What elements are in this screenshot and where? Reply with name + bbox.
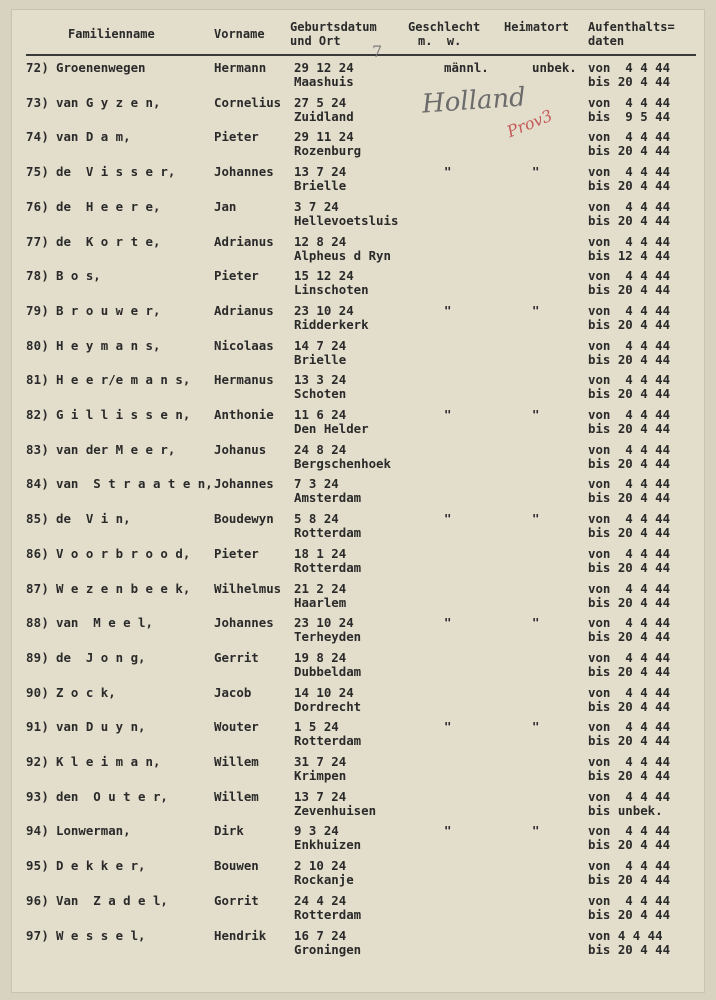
cell-family-name: 72) bbox=[26, 60, 49, 75]
table-row bbox=[12, 266, 704, 301]
cell-family-name: 88) bbox=[26, 615, 49, 631]
cell-first-name: Johannes bbox=[214, 615, 274, 631]
cell-family-name: 94) bbox=[26, 823, 49, 839]
cell-birth-date: 9 3 24 bbox=[294, 823, 339, 839]
cell-birth-date: 16 7 24 bbox=[294, 927, 347, 943]
cell-birth-place: Enkhuizen bbox=[294, 837, 362, 853]
cell-first-name: Adrianus bbox=[214, 233, 274, 249]
cell-stay-to: bis 20 4 44 bbox=[588, 906, 671, 922]
cell-family-name-text: van D a m, bbox=[56, 129, 131, 145]
cell-birth-place: Zuidland bbox=[294, 108, 354, 124]
cell-home: " bbox=[532, 823, 540, 839]
cell-first-name: Bouwen bbox=[214, 858, 259, 874]
cell-birth-date: 31 7 24 bbox=[294, 754, 347, 769]
cell-birth-date: 24 8 24 bbox=[294, 441, 347, 457]
cell-stay-from: von 4 4 44 bbox=[588, 615, 671, 631]
cell-stay-to: bis 20 4 44 bbox=[588, 178, 671, 194]
cell-sex: " bbox=[444, 302, 452, 318]
cell-stay-from: von 4 4 44 bbox=[588, 927, 663, 943]
cell-first-name: Boudewyn bbox=[214, 511, 274, 527]
cell-stay-from: von 4 4 44 bbox=[588, 476, 671, 492]
cell-stay-to: bis 20 4 44 bbox=[588, 386, 671, 402]
table-row bbox=[12, 787, 704, 822]
cell-family-name-text: W e z e n b e e k, bbox=[56, 580, 191, 596]
cell-birth-date: 13 7 24 bbox=[294, 788, 347, 804]
cell-birth-date: 29 11 24 bbox=[294, 129, 354, 145]
cell-home: " bbox=[532, 719, 540, 735]
cell-first-name: Johannes bbox=[214, 476, 274, 492]
cell-family-name-text: Lonwerman, bbox=[56, 823, 131, 839]
cell-family-name-text: van M e e l, bbox=[56, 615, 153, 631]
table-row bbox=[12, 58, 704, 93]
cell-stay-from: von 4 4 44 bbox=[588, 198, 671, 214]
cell-family-name: 84) bbox=[26, 476, 49, 492]
header-birth-line2: und Ort bbox=[290, 34, 341, 48]
cell-first-name: Adrianus bbox=[214, 302, 274, 318]
cell-family-name: 81) bbox=[26, 372, 49, 388]
cell-stay-from: von 4 4 44 bbox=[588, 754, 671, 769]
cell-family-name: 91) bbox=[26, 719, 49, 735]
cell-stay-from: von 4 4 44 bbox=[588, 823, 671, 839]
cell-birth-place: Rotterdam bbox=[294, 559, 362, 575]
header-first-name: Vorname bbox=[214, 27, 265, 41]
cell-family-name: 93) bbox=[26, 788, 49, 804]
cell-family-name-text: Z o c k, bbox=[56, 684, 116, 700]
cell-family-name: 82) bbox=[26, 407, 49, 422]
cell-birth-place: Rotterdam bbox=[294, 906, 362, 922]
cell-first-name: Willem bbox=[214, 754, 259, 769]
cell-birth-place: Rotterdam bbox=[294, 525, 362, 541]
cell-family-name-text: den O u t e r, bbox=[56, 788, 168, 804]
cell-family-name: 76) bbox=[26, 198, 49, 214]
cell-stay-to: bis 12 4 44 bbox=[588, 247, 671, 263]
header-sex-line2: m. w. bbox=[418, 34, 462, 48]
table-row bbox=[12, 370, 704, 405]
cell-first-name: Dirk bbox=[214, 823, 244, 839]
cell-birth-place: Brielle bbox=[294, 351, 347, 367]
table-row bbox=[12, 232, 704, 267]
cell-stay-to: bis 20 4 44 bbox=[588, 768, 671, 783]
red-annotation: Prov3 bbox=[504, 105, 556, 142]
cell-family-name-text: de K o r t e, bbox=[56, 233, 161, 249]
cell-stay-from: von 4 4 44 bbox=[588, 684, 671, 700]
cell-birth-place: Schoten bbox=[294, 386, 347, 402]
cell-family-name-text: K l e i m a n, bbox=[56, 754, 161, 769]
cell-first-name: Gorrit bbox=[214, 892, 259, 908]
cell-birth-date: 15 12 24 bbox=[294, 268, 354, 284]
cell-stay-to: bis 20 4 44 bbox=[588, 872, 671, 888]
cell-stay-from: von 4 4 44 bbox=[588, 649, 671, 665]
cell-stay-from: von 4 4 44 bbox=[588, 892, 671, 908]
cell-family-name-text: de H e e r e, bbox=[56, 198, 161, 214]
cell-stay-from: von 4 4 44 bbox=[588, 164, 671, 180]
cell-stay-from: von 4 4 44 bbox=[588, 788, 671, 804]
cell-first-name: Anthonie bbox=[214, 407, 274, 422]
cell-birth-place: Maashuis bbox=[294, 74, 354, 89]
cell-sex: " bbox=[444, 823, 452, 839]
cell-first-name: Hermann bbox=[214, 60, 267, 75]
cell-birth-place: Brielle bbox=[294, 178, 347, 194]
cell-family-name-text: B r o u w e r, bbox=[56, 302, 161, 318]
cell-stay-to: bis 20 4 44 bbox=[588, 733, 671, 749]
cell-family-name: 75) bbox=[26, 164, 49, 180]
cell-stay-from: von 4 4 44 bbox=[588, 268, 671, 284]
cell-home: " bbox=[532, 615, 540, 631]
cell-birth-date: 13 7 24 bbox=[294, 164, 347, 180]
cell-sex: " bbox=[444, 719, 452, 735]
cell-family-name-text: D e k k e r, bbox=[56, 858, 146, 874]
cell-home: " bbox=[532, 511, 540, 527]
cell-stay-from: von 4 4 44 bbox=[588, 580, 671, 596]
cell-home: " bbox=[532, 164, 540, 180]
cell-first-name: Jacob bbox=[214, 684, 252, 700]
table-row bbox=[12, 579, 704, 614]
cell-first-name: Jan bbox=[214, 198, 237, 214]
cell-family-name: 89) bbox=[26, 649, 49, 665]
table-row bbox=[12, 197, 704, 232]
cell-first-name: Pieter bbox=[214, 129, 259, 145]
table-row bbox=[12, 891, 704, 926]
cell-stay-to: bis 20 4 44 bbox=[588, 212, 671, 228]
table-row bbox=[12, 405, 704, 440]
cell-family-name-text: Van Z a d e l, bbox=[56, 892, 168, 908]
cell-stay-to: bis 20 4 44 bbox=[588, 559, 671, 575]
cell-birth-date: 14 10 24 bbox=[294, 684, 354, 700]
cell-family-name: 83) bbox=[26, 441, 49, 457]
pencil-mark-top: 7 bbox=[372, 42, 383, 61]
table-row bbox=[12, 821, 704, 856]
cell-stay-from: von 4 4 44 bbox=[588, 441, 671, 457]
table-row bbox=[12, 93, 704, 128]
cell-birth-date: 5 8 24 bbox=[294, 511, 339, 527]
table-row bbox=[12, 127, 704, 162]
cell-birth-place: Linschoten bbox=[294, 282, 369, 298]
cell-family-name: 95) bbox=[26, 858, 49, 874]
cell-stay-to: bis 20 4 44 bbox=[588, 455, 671, 471]
table-row bbox=[12, 509, 704, 544]
cell-family-name-text: V o o r b r o o d, bbox=[56, 545, 191, 561]
cell-family-name: 96) bbox=[26, 892, 49, 908]
cell-family-name: 85) bbox=[26, 511, 49, 527]
header-stay-line1: Aufenthalts= bbox=[588, 20, 675, 34]
cell-birth-date: 11 6 24 bbox=[294, 407, 347, 422]
cell-stay-to: bis 20 4 44 bbox=[588, 941, 671, 957]
cell-family-name-text: G i l l i s s e n, bbox=[56, 407, 191, 422]
cell-birth-date: 1 5 24 bbox=[294, 719, 339, 735]
cell-home: " bbox=[532, 407, 540, 422]
cell-birth-date: 3 7 24 bbox=[294, 198, 339, 214]
cell-first-name: Hendrik bbox=[214, 927, 267, 943]
header-sex-line1: Geschlecht bbox=[408, 20, 481, 34]
cell-stay-from: von 4 4 44 bbox=[588, 545, 671, 561]
cell-birth-date: 21 2 24 bbox=[294, 580, 347, 596]
cell-stay-to: bis 20 4 44 bbox=[588, 594, 671, 610]
cell-birth-date: 29 12 24 bbox=[294, 60, 354, 75]
cell-stay-to: bis 20 4 44 bbox=[588, 316, 671, 332]
cell-first-name: Cornelius bbox=[214, 94, 282, 110]
cell-sex: männl. bbox=[444, 60, 489, 75]
cell-birth-place: Dubbeldam bbox=[294, 663, 362, 679]
cell-birth-place: Zevenhuisen bbox=[294, 802, 377, 818]
cell-family-name: 97) bbox=[26, 927, 49, 943]
table-row bbox=[12, 717, 704, 752]
table-row bbox=[12, 440, 704, 475]
cell-stay-to: bis 20 4 44 bbox=[588, 837, 671, 853]
cell-birth-place: Ridderkerk bbox=[294, 316, 369, 332]
cell-stay-to: bis 20 4 44 bbox=[588, 525, 671, 541]
cell-stay-from: von 4 4 44 bbox=[588, 511, 671, 527]
cell-first-name: Willem bbox=[214, 788, 259, 804]
cell-first-name: Nicolaas bbox=[214, 337, 274, 353]
table-row bbox=[12, 683, 704, 718]
cell-family-name: 86) bbox=[26, 545, 49, 561]
cell-first-name: Johannes bbox=[214, 164, 274, 180]
cell-stay-from: von 4 4 44 bbox=[588, 858, 671, 874]
cell-birth-place: Amsterdam bbox=[294, 490, 362, 506]
cell-family-name-text: van der M e e r, bbox=[56, 441, 176, 457]
cell-birth-place: Alpheus d Ryn bbox=[294, 247, 391, 263]
cell-first-name: Gerrit bbox=[214, 649, 259, 665]
table-row bbox=[12, 752, 704, 787]
cell-family-name: 90) bbox=[26, 684, 49, 700]
cell-birth-date: 12 8 24 bbox=[294, 233, 347, 249]
pencil-annotation-holland: Holland bbox=[421, 82, 527, 120]
cell-family-name: 79) bbox=[26, 302, 49, 318]
cell-family-name-text: H e y m a n s, bbox=[56, 337, 161, 353]
cell-birth-place: Bergschenhoek bbox=[294, 455, 391, 471]
table-row bbox=[12, 162, 704, 197]
cell-stay-to: bis 20 4 44 bbox=[588, 282, 671, 298]
cell-stay-to: bis 20 4 44 bbox=[588, 629, 671, 645]
cell-birth-place: Rockanje bbox=[294, 872, 354, 888]
cell-family-name: 73) bbox=[26, 94, 49, 110]
cell-birth-date: 18 1 24 bbox=[294, 545, 347, 561]
cell-family-name: 74) bbox=[26, 129, 49, 145]
table-row bbox=[12, 336, 704, 371]
cell-sex: " bbox=[444, 407, 452, 422]
table-row bbox=[12, 301, 704, 336]
cell-home: unbek. bbox=[532, 60, 577, 75]
table-row bbox=[12, 544, 704, 579]
cell-stay-from: von 4 4 44 bbox=[588, 407, 671, 422]
table-row bbox=[12, 856, 704, 891]
cell-birth-place: Rotterdam bbox=[294, 733, 362, 749]
header-family-name: Familienname bbox=[68, 27, 155, 41]
cell-birth-place: Groningen bbox=[294, 941, 362, 957]
cell-birth-date: 14 7 24 bbox=[294, 337, 347, 353]
cell-birth-date: 19 8 24 bbox=[294, 649, 347, 665]
cell-home: " bbox=[532, 302, 540, 318]
cell-family-name: 92) bbox=[26, 754, 49, 769]
cell-stay-to: bis 9 5 44 bbox=[588, 108, 671, 124]
cell-birth-place: Krimpen bbox=[294, 768, 347, 783]
cell-birth-place: Haarlem bbox=[294, 594, 347, 610]
cell-sex: " bbox=[444, 511, 452, 527]
cell-family-name-text: de J o n g, bbox=[56, 649, 146, 665]
cell-family-name: 80) bbox=[26, 337, 49, 353]
cell-birth-date: 24 4 24 bbox=[294, 892, 347, 908]
cell-family-name: 77) bbox=[26, 233, 49, 249]
cell-sex: " bbox=[444, 615, 452, 631]
cell-birth-date: 27 5 24 bbox=[294, 94, 347, 110]
cell-stay-to: bis 20 4 44 bbox=[588, 143, 671, 159]
cell-family-name: 78) bbox=[26, 268, 49, 284]
cell-family-name-text: Groenenwegen bbox=[56, 60, 146, 75]
cell-birth-place: Den Helder bbox=[294, 421, 369, 436]
cell-family-name-text: van G y z e n, bbox=[56, 94, 161, 110]
cell-stay-from: von 4 4 44 bbox=[588, 372, 671, 388]
cell-first-name: Johanus bbox=[214, 441, 267, 457]
cell-first-name: Hermanus bbox=[214, 372, 274, 388]
cell-birth-date: 13 3 24 bbox=[294, 372, 347, 388]
table-row bbox=[12, 926, 704, 961]
header-divider bbox=[26, 54, 696, 56]
cell-first-name: Wouter bbox=[214, 719, 259, 735]
cell-birth-place: Rozenburg bbox=[294, 143, 362, 159]
cell-stay-from: von 4 4 44 bbox=[588, 94, 671, 110]
cell-birth-date: 23 10 24 bbox=[294, 302, 354, 318]
cell-birth-place: Terheyden bbox=[294, 629, 362, 645]
cell-stay-to: bis 20 4 44 bbox=[588, 663, 671, 679]
table-row bbox=[12, 613, 704, 648]
cell-first-name: Wilhelmus bbox=[214, 580, 282, 596]
cell-stay-to: bis 20 4 44 bbox=[588, 490, 671, 506]
cell-birth-place: Hellevoetsluis bbox=[294, 212, 399, 228]
cell-stay-from: von 4 4 44 bbox=[588, 129, 671, 145]
cell-family-name-text: de V i n, bbox=[56, 511, 131, 527]
header-stay-line2: daten bbox=[588, 34, 625, 48]
cell-stay-from: von 4 4 44 bbox=[588, 302, 671, 318]
cell-family-name-text: de V i s s e r, bbox=[56, 164, 176, 180]
cell-birth-date: 23 10 24 bbox=[294, 615, 354, 631]
cell-stay-from: von 4 4 44 bbox=[588, 719, 671, 735]
cell-family-name: 87) bbox=[26, 580, 49, 596]
cell-birth-place: Dordrecht bbox=[294, 698, 362, 714]
cell-family-name-text: van D u y n, bbox=[56, 719, 146, 735]
cell-stay-to: bis unbek. bbox=[588, 802, 663, 818]
cell-first-name: Pieter bbox=[214, 268, 259, 284]
header-birth-line1: Geburtsdatum bbox=[290, 20, 377, 34]
cell-sex: " bbox=[444, 164, 452, 180]
cell-birth-date: 7 3 24 bbox=[294, 476, 339, 492]
cell-stay-to: bis 20 4 44 bbox=[588, 421, 671, 436]
cell-family-name-text: van S t r a a t e n, bbox=[56, 476, 213, 492]
document-page bbox=[12, 10, 704, 992]
cell-family-name-text: H e e r/e m a n s, bbox=[56, 372, 191, 388]
cell-stay-from: von 4 4 44 bbox=[588, 337, 671, 353]
table-row bbox=[12, 474, 704, 509]
cell-first-name: Pieter bbox=[214, 545, 259, 561]
table-row bbox=[12, 648, 704, 683]
cell-stay-to: bis 20 4 44 bbox=[588, 698, 671, 714]
cell-stay-to: bis 20 4 44 bbox=[588, 74, 671, 89]
header-home: Heimatort bbox=[504, 20, 570, 34]
cell-stay-from: von 4 4 44 bbox=[588, 233, 671, 249]
cell-stay-to: bis 20 4 44 bbox=[588, 351, 671, 367]
cell-stay-from: von 4 4 44 bbox=[588, 60, 671, 75]
cell-family-name-text: W e s s e l, bbox=[56, 927, 146, 943]
cell-family-name-text: B o s, bbox=[56, 268, 101, 284]
cell-birth-date: 2 10 24 bbox=[294, 858, 347, 874]
